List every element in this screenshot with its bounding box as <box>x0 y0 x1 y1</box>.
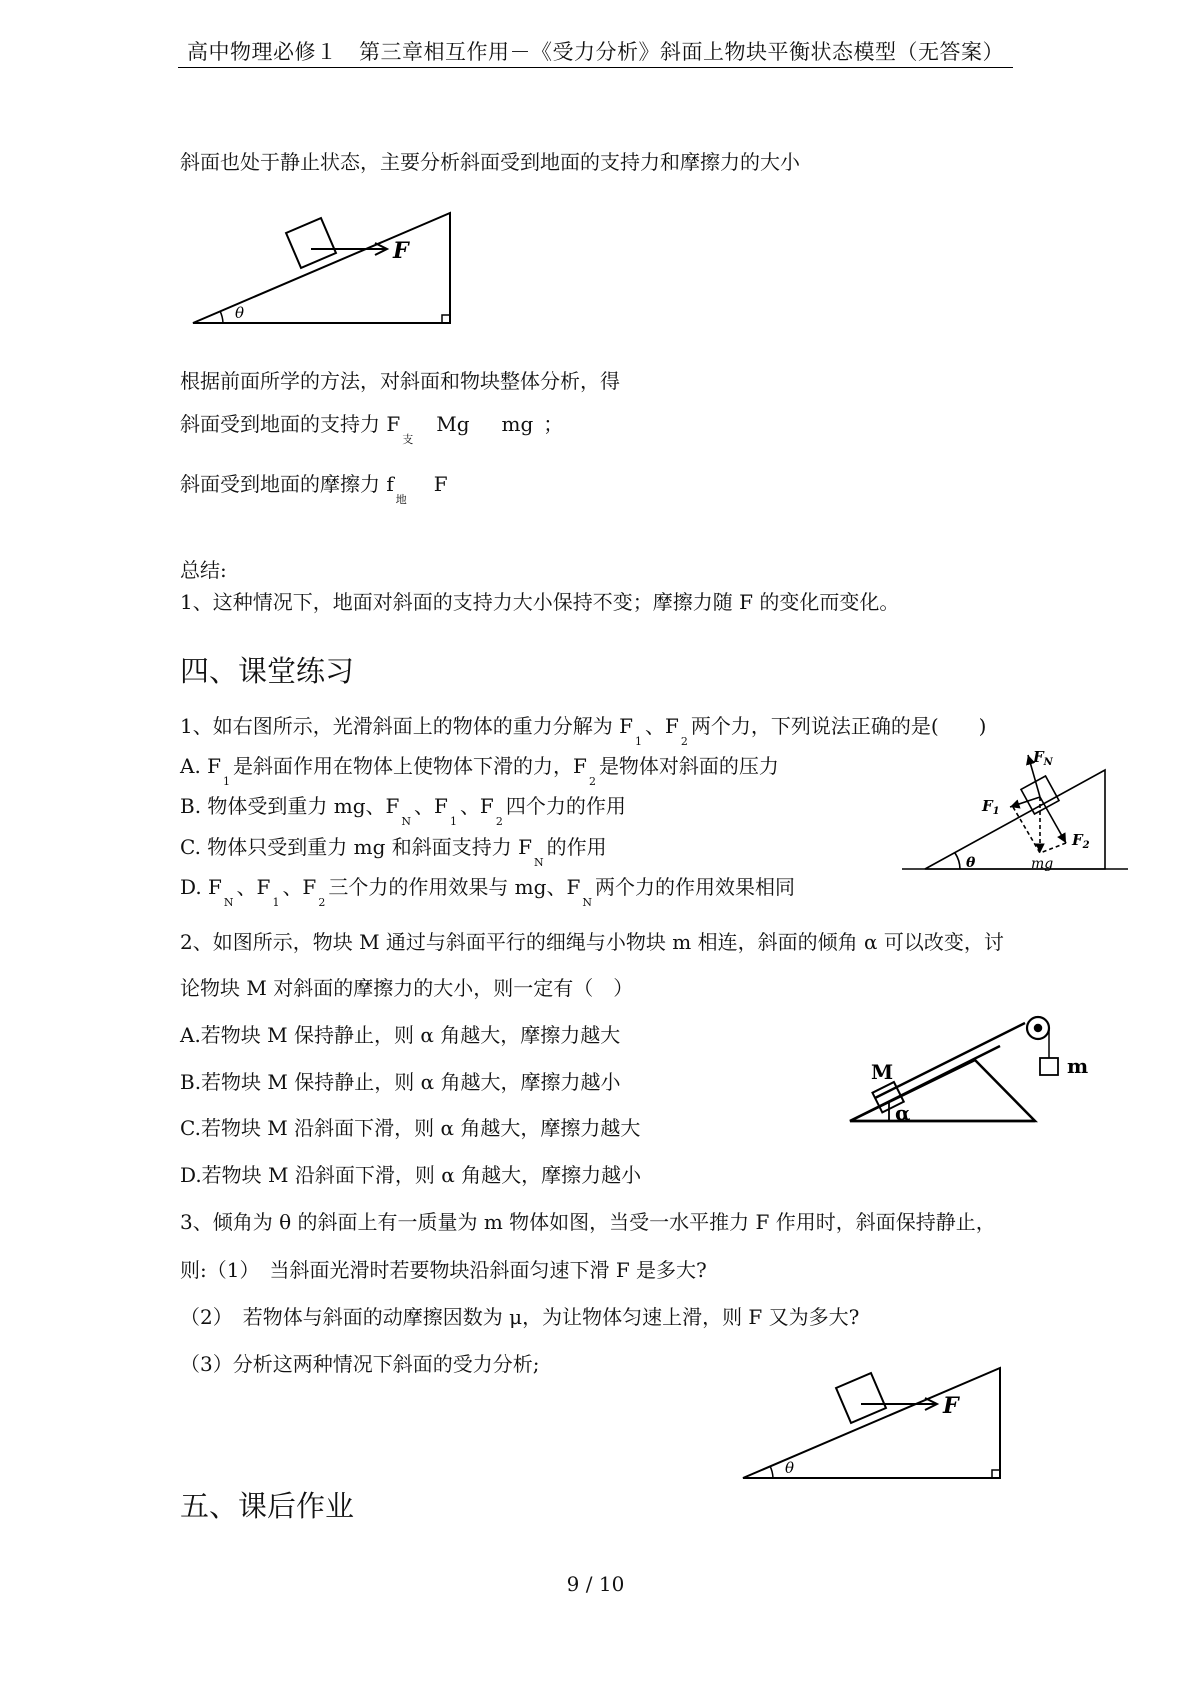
q1-optC-sub1: N <box>534 856 544 869</box>
q1-optA-a: A. F <box>180 754 222 778</box>
page-number: 9 / 10 <box>566 1572 625 1596</box>
mg-label: mg <box>1031 856 1054 872</box>
q2-stem-line-1: 2、如图所示，物块 M 通过与斜面平行的细绳与小物块 m 相连，斜面的倾角 α 可以改变，讨 <box>180 930 1004 954</box>
f1-label: $F_1$ <box>982 797 1000 817</box>
support-mg-small: mg <box>501 412 534 436</box>
q1-optC-a: C. 物体只受到重力 mg 和斜面支持力 F <box>180 835 533 859</box>
q1-stem-sub1: 1 <box>634 735 642 748</box>
theta-label: θ <box>966 855 976 871</box>
q2-option-d: D.若物块 M 沿斜面下滑，则 α 角越大，摩擦力越小 <box>180 1163 642 1187</box>
q1-optB-b: 、F <box>414 794 448 818</box>
q1-optA-b: 是斜面作用在物体上使物体下滑的力，F <box>233 754 587 778</box>
block <box>286 218 336 268</box>
q3-stem-line-1: 3、倾角为 θ 的斜面上有一质量为 m 物体如图，当受一水平推力 F 作用时，斜面保持静止， <box>180 1210 996 1234</box>
angle-label: θ <box>235 304 245 322</box>
q1-optD-c: 、F <box>282 875 317 899</box>
q3-part-2: （2） 若物体与斜面的动摩擦因数为 μ，为让物体匀速上滑，则 F 又为多大? <box>180 1305 860 1329</box>
angle-arc <box>955 853 960 869</box>
incline-triangle <box>193 213 450 323</box>
angle-arc <box>770 1466 773 1478</box>
q3-part-3: （3）分析这两种情况下斜面的受力分析; <box>180 1352 540 1376</box>
f2-label: $F_2$ <box>1072 831 1090 851</box>
q2-pulley-figure <box>845 1015 1110 1130</box>
pulley-axle <box>1035 1025 1041 1031</box>
f1-arrow <box>1010 797 1040 807</box>
q1-optB-a: B. 物体受到重力 mg、F <box>180 794 400 818</box>
force-label: F <box>943 1393 959 1419</box>
intro-text: 斜面也处于静止状态，主要分析斜面受到地面的支持力和摩擦力的大小 <box>180 150 800 174</box>
q1-stem-b: 、F <box>644 714 679 738</box>
section-5-heading: 五、课后作业 <box>180 1489 355 1523</box>
q1-optA-sub1: 1 <box>223 775 231 788</box>
section-4-heading: 四、课堂练习 <box>180 654 355 688</box>
analysis-line-1: 根据前面所学的方法，对斜面和物块整体分析，得 <box>180 369 620 393</box>
q1-force-decomposition-figure <box>900 745 1130 875</box>
q1-option-b <box>180 792 626 828</box>
friction-f: F <box>433 472 448 496</box>
q1-optB-sub3: 2 <box>495 815 503 828</box>
small-m-label: m <box>1067 1054 1089 1078</box>
page-header: 高中物理必修１ 第三章相互作用－《受力分析》斜面上物块平衡状态模型（无答案） <box>187 40 1004 64</box>
fn-label: $F_N$ <box>1033 748 1053 768</box>
block <box>836 1373 886 1423</box>
support-prefix: 斜面受到地面的支持力 F <box>180 412 401 436</box>
friction-subscript: 地 <box>395 493 407 506</box>
q1-optA-sub2: 2 <box>588 775 596 788</box>
q1-optC-b: 的作用 <box>546 835 607 859</box>
q1-optB-c: 、F <box>459 794 494 818</box>
q1-optB-sub1: N <box>401 815 412 828</box>
q1-optD-sub2: 1 <box>272 896 280 909</box>
q1-option-d <box>180 873 795 909</box>
q2-option-b: B.若物块 M 保持静止，则 α 角越大，摩擦力越小 <box>180 1070 621 1094</box>
support-force-line <box>180 410 564 446</box>
q3-part-1: 则:（1） 当斜面光滑时若要物块沿斜面匀速下滑 F 是多大? <box>180 1258 707 1282</box>
q1-stem-c: 两个力，下列说法正确的是( ) <box>690 714 987 738</box>
right-angle-mark <box>442 315 450 323</box>
force-label: F <box>393 238 409 264</box>
alpha-label: α <box>895 1101 911 1125</box>
q3-incline-figure <box>735 1360 1005 1485</box>
incline-figure-1 <box>185 205 455 330</box>
q1-optB-d: 四个力的作用 <box>505 794 626 818</box>
q1-option-c <box>180 833 607 869</box>
angle-arc <box>220 311 223 323</box>
q1-optB-sub2: 1 <box>449 815 457 828</box>
friction-prefix: 斜面受到地面的摩擦力 f <box>180 472 394 496</box>
summary-title: 总结: <box>180 558 227 582</box>
q2-stem-line-2: 论物块 M 对斜面的摩擦力的大小，则一定有（ ） <box>180 976 634 1000</box>
header-rule <box>178 67 1013 68</box>
support-mg-big: Mg <box>436 412 470 436</box>
q1-optD-sub3: 2 <box>318 896 326 909</box>
support-end: ； <box>543 412 564 436</box>
q1-stem-a: 1、如右图所示，光滑斜面上的物体的重力分解为 F <box>180 714 633 738</box>
q1-option-a <box>180 752 779 788</box>
q1-optD-sub4: N <box>582 896 592 909</box>
q1-optD-e: 两个力的作用效果相同 <box>594 875 795 899</box>
q1-optD-a: D. F <box>180 875 222 899</box>
small-mass-block <box>1040 1058 1058 1075</box>
q1-stem <box>180 712 987 748</box>
summary-item-1: 1、这种情况下，地面对斜面的支持力大小保持不变；摩擦力随 F 的变化而变化。 <box>180 590 900 614</box>
incline-triangle <box>925 770 1105 869</box>
q2-option-a: A.若物块 M 保持静止，则 α 角越大，摩擦力越大 <box>180 1023 621 1047</box>
q2-option-c: C.若物块 M 沿斜面下滑，则 α 角越大，摩擦力越大 <box>180 1116 641 1140</box>
incline-triangle <box>743 1368 1000 1478</box>
right-angle-mark <box>992 1470 1000 1478</box>
support-subscript: 支 <box>402 433 414 446</box>
angle-label: θ <box>785 1459 795 1477</box>
q1-stem-sub2: 2 <box>680 735 688 748</box>
q1-optD-d: 三个力的作用效果与 mg、F <box>328 875 581 899</box>
q1-optD-b: 、F <box>236 875 271 899</box>
friction-force-line <box>180 470 448 506</box>
q1-optA-c: 是物体对斜面的压力 <box>598 754 779 778</box>
q1-optD-sub1: N <box>223 896 234 909</box>
dashed-helper-2 <box>1040 843 1066 853</box>
big-m-label: M <box>871 1060 894 1084</box>
